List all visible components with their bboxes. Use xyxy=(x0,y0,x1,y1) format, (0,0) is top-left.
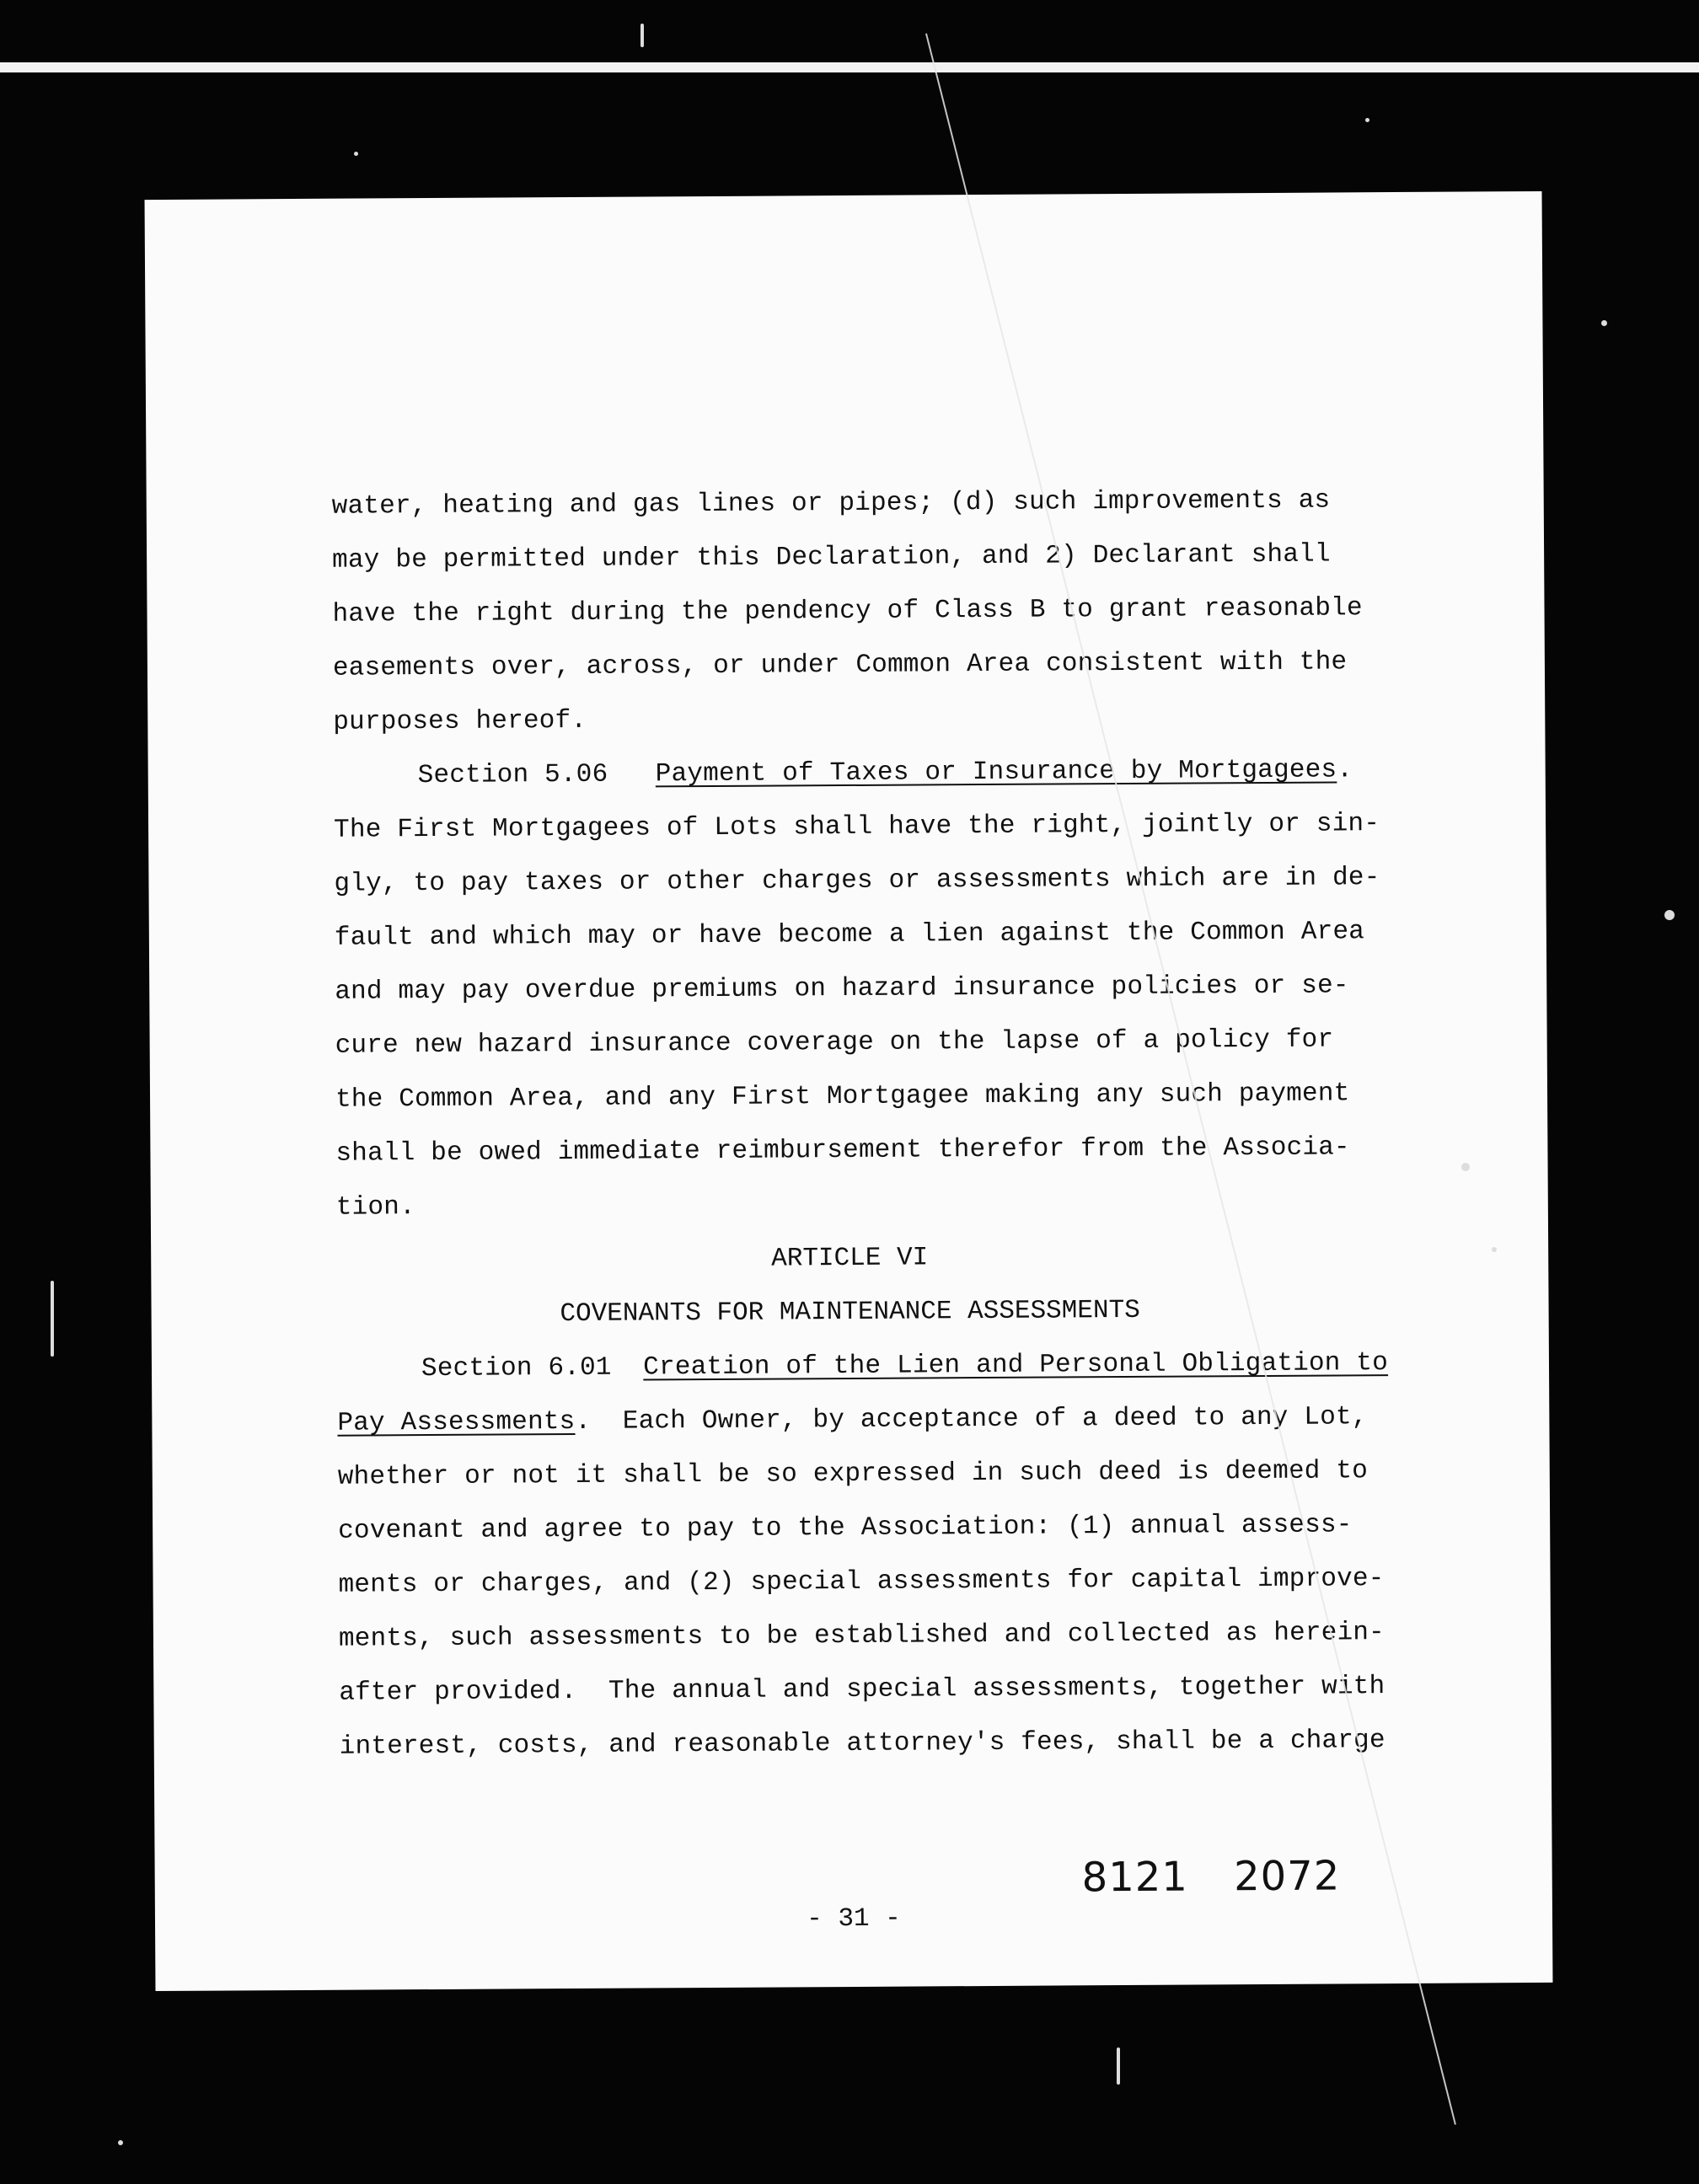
section-number: Section 5.06 xyxy=(417,759,608,791)
section-6-01-heading xyxy=(421,1348,1466,1384)
section-title: Payment of Taxes or Insurance by Mortgagees xyxy=(655,755,1337,790)
body-line: and may pay overdue premiums on hazard insurance policies or se- xyxy=(335,971,1349,1007)
article-title: COVENANTS FOR MAINTENANCE ASSESSMENTS xyxy=(560,1295,1140,1330)
body-line: The First Mortgagees of Lots shall have the right, jointly or sin- xyxy=(333,809,1380,845)
body-line: tion. xyxy=(335,1192,415,1223)
page-number: - 31 - xyxy=(807,1903,901,1935)
scan-speck xyxy=(51,1281,54,1357)
body-line: the Common Area, and any First Mortgagee making any such payment xyxy=(335,1079,1350,1115)
scan-speck xyxy=(1601,320,1607,326)
section-number: Section 6.01 xyxy=(421,1352,612,1384)
scan-speck xyxy=(1365,118,1369,122)
scan-speck xyxy=(354,152,358,156)
scan-speck xyxy=(1492,1247,1497,1252)
section-5-06-heading xyxy=(418,755,1463,791)
body-line: shall be owed immediate reimbursement therefor from the Associa- xyxy=(335,1132,1350,1169)
body-line: fault and which may or have become a lien against the Common Area xyxy=(334,917,1365,953)
scan-speck xyxy=(1117,2048,1120,2085)
body-text: . Each Owner, by acceptance of a deed to any Lot, xyxy=(575,1402,1368,1437)
body-line: cure new hazard insurance coverage on the lapse of a policy for xyxy=(335,1025,1334,1061)
scan-speck xyxy=(1461,1163,1470,1171)
body-line: have the right during the pendency of Class B to grant reasonable xyxy=(332,593,1363,629)
body-line: covenant and agree to pay to the Association: (1) annual assess- xyxy=(338,1510,1353,1546)
body-line: gly, to pay taxes or other charges or assessments which are in de- xyxy=(334,863,1380,899)
book-page-stamp: 8121 2072 xyxy=(1081,1852,1341,1902)
body-line: ments, such assessments to be established and collected as herein- xyxy=(338,1618,1385,1654)
section-title-continued: Pay Assessments xyxy=(337,1406,576,1438)
body-line xyxy=(337,1402,1382,1438)
body-line: interest, costs, and reasonable attorney's fees, shall be a charge xyxy=(339,1726,1385,1762)
section-title: Creation of the Lien and Personal Obligation to xyxy=(643,1348,1389,1383)
body-line: water, heating and gas lines or pipes; (d) such improvements as xyxy=(331,485,1331,522)
body-line: whether or not it shall be so expressed in such deed is deemed to xyxy=(337,1456,1369,1492)
body-line: ments or charges, and (2) special assessments for capital improve- xyxy=(338,1564,1385,1600)
section-title-punctuation: . xyxy=(1337,755,1353,785)
scan-speck xyxy=(1664,910,1675,920)
document-page xyxy=(145,191,1553,1991)
scan-speck xyxy=(118,2140,123,2145)
body-line: may be permitted under this Declaration, and 2) Declarant shall xyxy=(332,539,1331,575)
body-line: purposes hereof. xyxy=(333,705,587,737)
body-line: easements over, across, or under Common Area consistent with the xyxy=(332,647,1348,683)
article-heading: ARTICLE VI xyxy=(771,1243,929,1274)
scan-speck xyxy=(640,24,644,47)
scan-border-line xyxy=(0,62,1699,72)
body-line: after provided. The annual and special assessments, together with xyxy=(339,1672,1385,1708)
